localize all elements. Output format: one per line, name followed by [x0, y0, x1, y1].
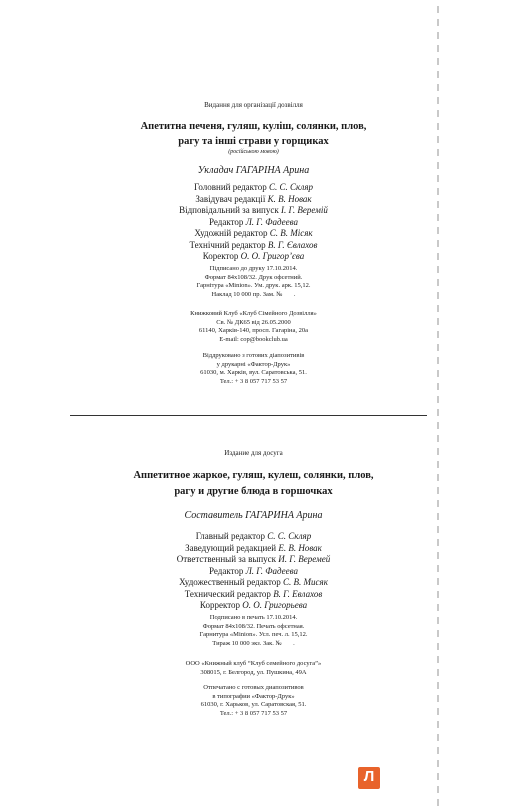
edge-dash [437, 578, 439, 585]
ua-print-details: Підписано до друку 17.10.2014. Формат 84x108/32. Друк офсетний. Гарнітура «Minion». Ум. друк. арк. 15,12. Наклад 10 000 пр. Зам. № . [196, 265, 311, 298]
edge-dash [437, 552, 439, 559]
edge-dash [437, 97, 439, 104]
edge-dash [437, 448, 439, 455]
edge-dash [437, 786, 439, 793]
ru-credits [0, 531, 507, 612]
ru-printer-info: Отпечатано с готовых диапозитивов в типографии «Фактор-Друк» 61030, г. Харьков, ул. Саратовская, 51. Тел.: + 3 8 057 717 53 57 [200, 684, 307, 717]
edge-dash [437, 344, 439, 351]
edge-dash [437, 422, 439, 429]
ru-compiler [0, 510, 507, 521]
edge-dash [437, 656, 439, 663]
edge-dash [437, 253, 439, 260]
ua-edition-note: Видання для організації дозвілля [204, 101, 303, 109]
ru-title-line-1: Аппетитное жаркое, гуляш, кулеш, солянки, плов, [133, 470, 374, 481]
edge-dash [437, 539, 439, 546]
edge-dash [437, 45, 439, 52]
edge-dash [437, 435, 439, 442]
edge-dash [437, 695, 439, 702]
ua-translation-note: (російською мовою) [228, 149, 279, 155]
ua-compiler [0, 165, 507, 176]
edge-dash [437, 565, 439, 572]
ru-credit-row: Редактор Л. Г. Фадеева [209, 565, 298, 576]
edge-dash [437, 526, 439, 533]
edge-dash [437, 188, 439, 195]
edge-dash [437, 19, 439, 26]
edge-dash [437, 305, 439, 312]
ru-credit-row: Заведующий редакцией Е. В. Новак [185, 542, 322, 553]
ua-credits [0, 182, 507, 263]
edge-dash [437, 474, 439, 481]
edge-dash [437, 240, 439, 247]
edge-dash [437, 409, 439, 416]
edge-dash [437, 708, 439, 715]
ru-publisher-info: ООО «Книжный клуб “Клуб семейного досуга”» 308015, г. Белгород, ул. Пушкина, 49А [185, 660, 322, 676]
edge-dash [437, 149, 439, 156]
ru-title-line-2: рагу и другие блюда в горшочках [174, 486, 333, 497]
ua-credit-row: Редактор Л. Г. Фадеева [209, 216, 298, 227]
ru-credit-row: Художественный редактор С. В. Мисяк [179, 577, 328, 587]
ua-title-line-1: Апетитна печеня, гуляш, куліш, солянки, плов, [140, 121, 367, 132]
litres-logo-icon[interactable] [358, 767, 380, 789]
ua-credit-row: Художній редактор С. В. Місяк [194, 228, 313, 238]
ua-title-line-2: рагу та інші страви у горщиках [178, 136, 329, 147]
ru-compiler-name: ГАГАРИНА Арина [245, 510, 323, 521]
edge-dash [437, 71, 439, 78]
edge-dash [437, 136, 439, 143]
edge-dash [437, 513, 439, 520]
ua-printer-info: Віддруковано з готових діапозитивів у друкарні «Фактор-Друк» 61030, м. Харків, вул. Саратовська, 51. Тел.: + 3 8 057 717 53 57 [200, 352, 307, 385]
ua-credit-row: Головний редактор С. С. Скляр [193, 182, 314, 192]
ru-credit-row: Технический редактор В. Г. Евлахов [184, 588, 323, 599]
edge-dash [437, 643, 439, 650]
section-divider [70, 415, 427, 416]
ru-credit-row: Корректор О. О. Григорьева [199, 600, 308, 610]
edge-dash [437, 747, 439, 754]
ua-publisher-info: Книжковий Клуб «Клуб Сімейного Дозвілля» Св. № ДК65 від 26.05.2000 61140, Харків-140, просп. Гагаріна, 20а E-mail: cop@bookclub.ua [190, 310, 317, 343]
edge-dash [437, 266, 439, 273]
ru-print-details: Подписано в печать 17.10.2014. Формат 84x108/32. Печать офсетная. Гарнитура «Minion». Усл. печ. л. 15,12. Тираж 10 000 экз. Зак. № . [199, 614, 308, 647]
edge-dash [437, 383, 439, 390]
ua-compiler-label: Укладач [197, 165, 234, 176]
edge-dash [437, 32, 439, 39]
edge-dash [437, 630, 439, 637]
edge-dash [437, 734, 439, 741]
page-edge-dashes [436, 0, 440, 800]
edge-dash [437, 604, 439, 611]
edge-dash [437, 591, 439, 598]
ua-compiler-name: ГАГАРІНА Арина [235, 165, 310, 176]
edge-dash [437, 461, 439, 468]
ru-credit-row: Главный редактор С. С. Скляр [195, 531, 312, 541]
edge-dash [437, 58, 439, 65]
edge-dash [437, 292, 439, 299]
edge-dash [437, 6, 439, 13]
edge-dash [437, 279, 439, 286]
edge-dash [437, 799, 439, 806]
edge-dash [437, 318, 439, 325]
edge-dash [437, 227, 439, 234]
edge-dash [437, 669, 439, 676]
edge-dash [437, 487, 439, 494]
edge-dash [437, 175, 439, 182]
edge-dash [437, 162, 439, 169]
edge-dash [437, 84, 439, 91]
ua-credit-row: Відповідальний за випуск І. Г. Веремій [179, 205, 328, 215]
ua-credit-row: Завідувач редакції К. В. Новак [195, 193, 312, 204]
ru-compiler-label: Составитель [184, 510, 243, 521]
edge-dash [437, 123, 439, 130]
ru-credit-row: Ответственный за выпуск И. Г. Веремей [176, 554, 331, 564]
ua-credit-row: Коректор О. О. Григор’єва [202, 251, 305, 261]
edge-dash [437, 500, 439, 507]
edge-dash [437, 214, 439, 221]
edge-dash [437, 396, 439, 403]
ua-credit-row: Технічний редактор В. Г. Євлахов [189, 239, 318, 250]
ru-edition-note: Издание для досуга [224, 449, 283, 457]
edge-dash [437, 682, 439, 689]
edge-dash [437, 617, 439, 624]
edge-dash [437, 331, 439, 338]
edge-dash [437, 110, 439, 117]
edge-dash [437, 370, 439, 377]
logo-glyph: Л [363, 768, 375, 785]
edge-dash [437, 760, 439, 767]
edge-dash [437, 357, 439, 364]
edge-dash [437, 201, 439, 208]
edge-dash [437, 773, 439, 780]
edge-dash [437, 721, 439, 728]
